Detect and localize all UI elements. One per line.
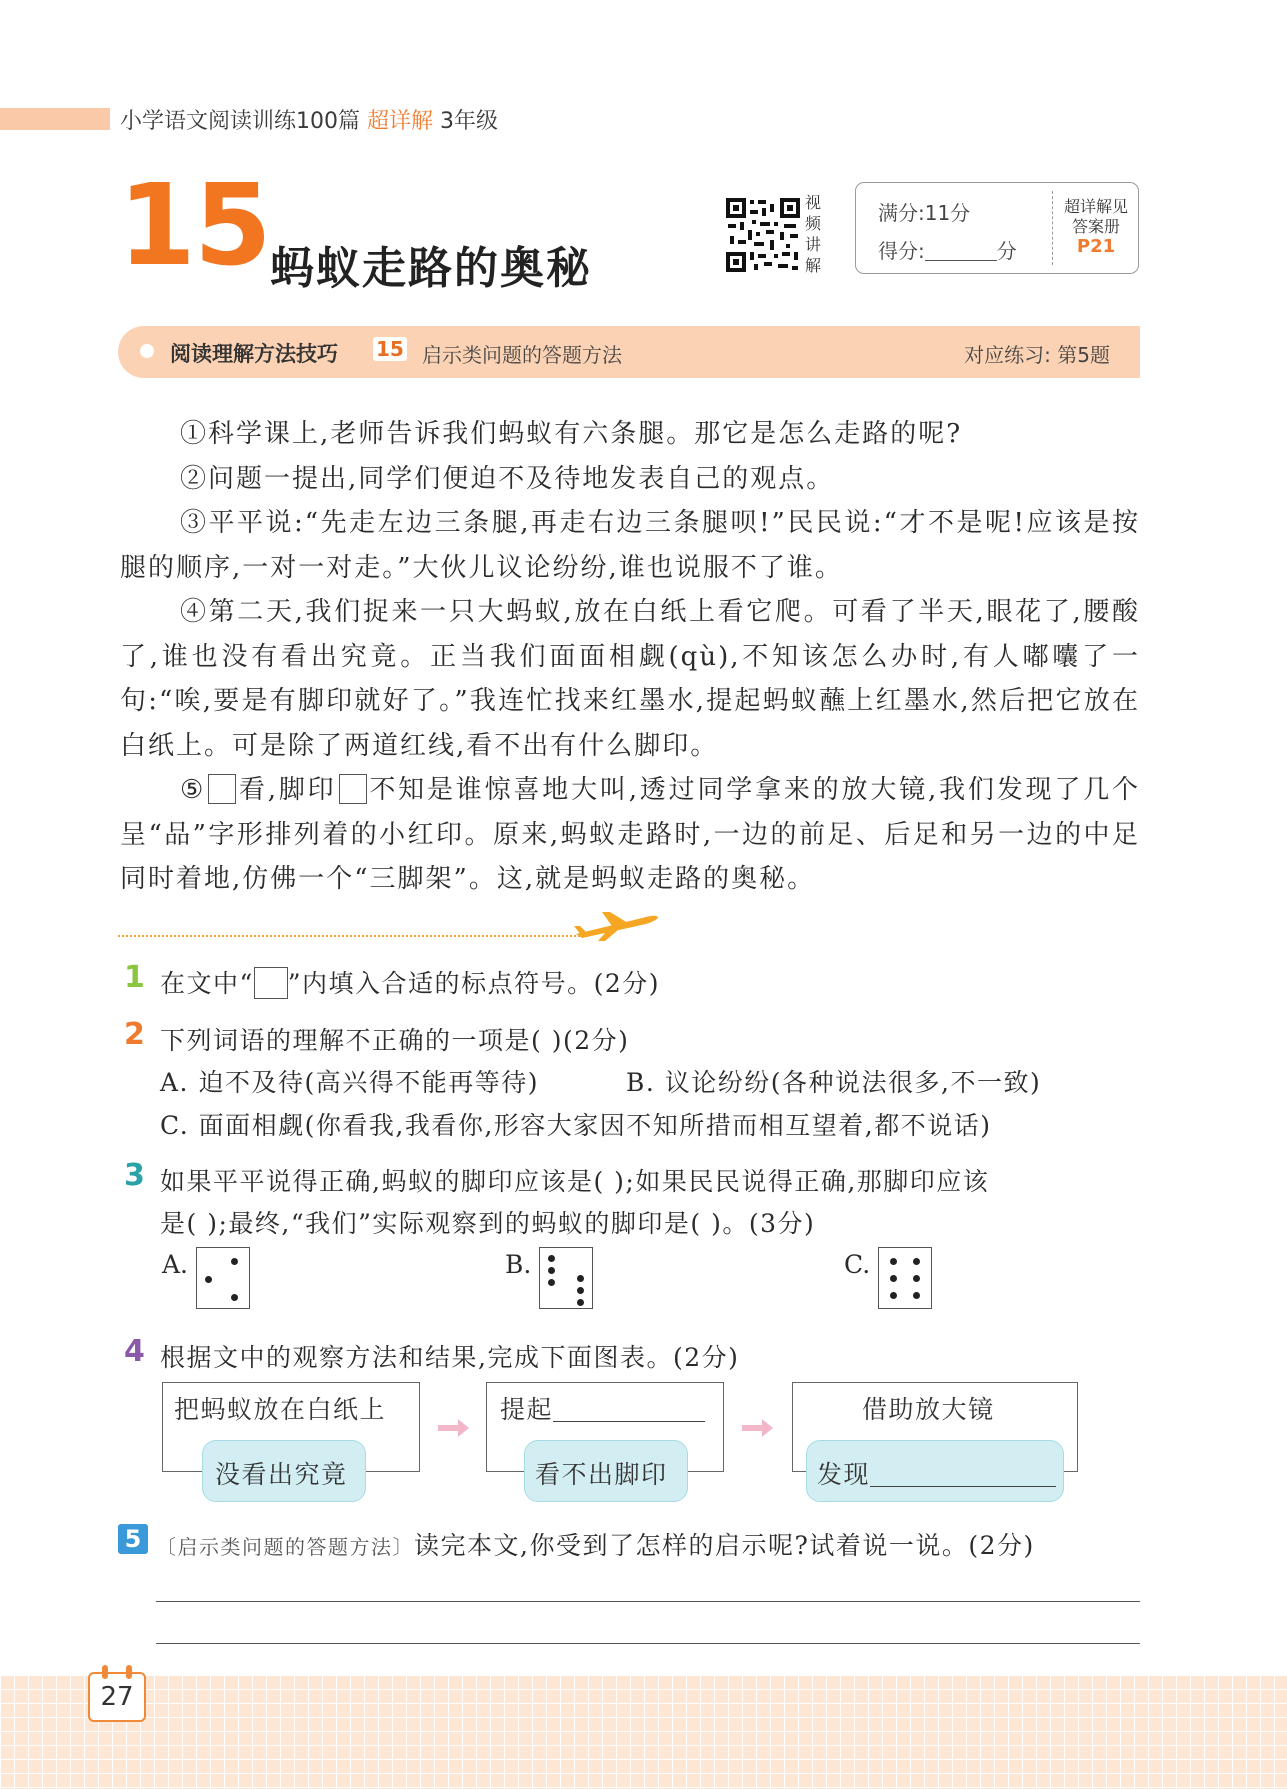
calendar-ring-icon xyxy=(126,1665,132,1679)
banner-title: 阅读理解方法技巧 xyxy=(170,342,338,366)
question-5-text xyxy=(156,1526,1035,1562)
paragraph-5 xyxy=(120,768,1140,902)
question-5-prompt: 读完本文,你受到了怎样的启示呢?试着说一说。(2分) xyxy=(414,1531,1035,1560)
question-2-option-c: C. 面面相觑(你看我,我看你,形容大家因不知所措而相互望着,都不说话) xyxy=(160,1111,992,1140)
answer-reference xyxy=(1056,197,1136,257)
answer-ref-page: P21 xyxy=(1076,236,1116,257)
footprint-dot xyxy=(913,1275,920,1282)
option-c-label: C. xyxy=(844,1250,871,1279)
banner-number: 15 xyxy=(373,337,407,361)
answer-ref-line1: 超详解见 xyxy=(1063,197,1128,216)
lesson-title: 蚂蚁走路的奥秘 xyxy=(270,243,592,294)
footprint-dot xyxy=(890,1275,897,1282)
answer-ref-line2: 答案册 xyxy=(1071,217,1120,236)
dotted-separator xyxy=(118,935,588,937)
flow-step-2-result-text: 看不出脚印 xyxy=(535,1460,668,1489)
page-number: 27 xyxy=(100,1682,134,1712)
flow-step-2-result xyxy=(524,1440,688,1502)
footprint-dot xyxy=(577,1275,584,1282)
question-2-option-b: B. 议论纷纷(各种说法很多,不一致) xyxy=(626,1068,1042,1097)
paragraph-4: ④第二天,我们捉来一只大蚂蚁,放在白纸上看它爬。可看了半天,眼花了,腰酸了,谁也没有看出究竟。正当我们面面相觑(qù),不知该怎么办时,有人嘟囔了一句:“唉,要是有脚印就好了。”我连忙找来红墨水,提起蚂蚁蘸上红墨水,然后把它放在白纸上。可是除了两道红线,看不出有什么脚印。 xyxy=(120,597,1140,761)
score-suffix: 分 xyxy=(996,239,1017,263)
flow-step-3-result-text: 发现 xyxy=(817,1460,871,1489)
footprint-pattern-a[interactable] xyxy=(196,1247,250,1309)
question-2-text[interactable]: 下列词语的理解不正确的一项是( )(2分) xyxy=(160,1026,630,1055)
score-divider xyxy=(1052,191,1053,265)
flow-step-1-result xyxy=(202,1440,366,1502)
grade-label: 3年级 xyxy=(440,109,499,134)
score-box xyxy=(855,182,1139,274)
paragraph-5-part: 看,脚印 xyxy=(238,775,337,805)
score-blank[interactable] xyxy=(925,242,997,261)
paragraph-5-num: ⑤ xyxy=(180,775,207,805)
question-3-line-2[interactable]: 是( );最终,“我们”实际观察到的蚂蚁的脚印是( )。(3分) xyxy=(160,1209,816,1238)
banner-practice-ref: 对应练习: 第5题 xyxy=(964,343,1110,367)
question-1-text-a: 在文中“ xyxy=(160,969,254,998)
full-score: 满分:11分 xyxy=(878,201,971,225)
footprint-dot xyxy=(548,1255,555,1262)
footer-grid xyxy=(0,1675,1287,1789)
airplane-icon xyxy=(572,908,662,942)
footprint-dot xyxy=(548,1279,555,1286)
series-accent: 超详解 xyxy=(367,109,434,134)
flow-step-2-label-text: 提起 xyxy=(500,1395,554,1424)
paragraph-2: ②问题一提出,同学们便迫不及待地发表自己的观点。 xyxy=(180,463,835,494)
question-1-number: 1 xyxy=(124,960,145,995)
question-1-box[interactable] xyxy=(254,967,288,999)
question-4-number: 4 xyxy=(124,1334,145,1369)
calendar-ring-icon xyxy=(102,1665,108,1679)
flow-step-3-result-label xyxy=(817,1455,1056,1491)
flow-step-1-result-text: 没看出究竟 xyxy=(215,1460,348,1489)
score-field[interactable] xyxy=(878,235,1017,264)
question-1-text-b: ”内填入合适的标点符号。(2分) xyxy=(287,969,660,998)
header-strip xyxy=(0,108,110,130)
page-number-badge xyxy=(88,1672,146,1722)
method-banner xyxy=(118,326,1140,378)
score-prefix: 得分: xyxy=(878,239,925,263)
arrow-right-icon xyxy=(742,1418,774,1438)
question-5-tag: 〔启示类问题的答题方法〕 xyxy=(156,1535,414,1559)
bullet-icon xyxy=(140,344,154,358)
question-4-text: 根据文中的观察方法和结果,完成下面图表。(2分) xyxy=(160,1343,740,1372)
footprint-pattern-c[interactable] xyxy=(878,1247,932,1309)
option-b-label: B. xyxy=(505,1250,532,1279)
flow-step-3-label: 借助放大镜 xyxy=(862,1395,995,1424)
flow-step-3-result[interactable] xyxy=(806,1440,1064,1502)
blank-box-2[interactable] xyxy=(339,774,367,804)
question-3-line-1[interactable]: 如果平平说得正确,蚂蚁的脚印应该是( );如果民民说得正确,那脚印应该 xyxy=(160,1167,990,1196)
book-title: 小学语文阅读训练100篇 xyxy=(120,109,360,134)
footprint-dot xyxy=(577,1287,584,1294)
footprint-dot xyxy=(231,1294,238,1301)
footprint-dot xyxy=(890,1258,897,1265)
flow-step-2-blank[interactable] xyxy=(553,1397,705,1422)
passage xyxy=(120,412,1140,902)
answer-line-1[interactable] xyxy=(156,1601,1140,1602)
question-2-option-a: A. 迫不及待(高兴得不能再等待) xyxy=(160,1068,539,1097)
blank-box-1[interactable] xyxy=(208,774,236,804)
lesson-number: 15 xyxy=(118,161,270,291)
footprint-dot xyxy=(577,1299,584,1306)
flow-step-3-blank[interactable] xyxy=(870,1462,1056,1487)
footprint-dot xyxy=(205,1276,212,1283)
footprint-dot xyxy=(548,1267,555,1274)
footprint-dot xyxy=(231,1258,238,1265)
footprint-pattern-b[interactable] xyxy=(539,1247,593,1309)
qr-label: 视频讲解 xyxy=(805,193,822,275)
footprint-dot xyxy=(890,1292,897,1299)
flow-step-2-label[interactable] xyxy=(500,1390,705,1426)
banner-subtitle: 启示类问题的答题方法 xyxy=(422,343,622,367)
paragraph-3: ③平平说:“先走左边三条腿,再走右边三条腿呗!”民民说:“才不是呢!应该是按腿的顺序,一对一对走。”大伙儿议论纷纷,谁也说服不了谁。 xyxy=(120,508,1140,583)
question-5-number: 5 xyxy=(118,1524,148,1554)
flow-step-1-label: 把蚂蚁放在白纸上 xyxy=(174,1395,387,1424)
arrow-right-icon xyxy=(438,1418,470,1438)
paragraph-5-rest: 不知是谁惊喜地大叫,透过同学拿来的放大镜,我们发现了几个呈“品”字形排列着的小红印。原来,蚂蚁走路时,一边的前足、后足和另一边的中足同时着地,仿佛一个“三脚架”。这,就是蚂蚁走路的奥秘。 xyxy=(120,775,1141,894)
qr-code-icon[interactable] xyxy=(724,196,802,274)
footprint-dot xyxy=(913,1292,920,1299)
paragraph-1: ①科学课上,老师告诉我们蚂蚁有六条腿。那它是怎么走路的呢? xyxy=(180,419,963,449)
question-2-number: 2 xyxy=(124,1017,145,1052)
question-3-number: 3 xyxy=(124,1158,145,1193)
book-header xyxy=(120,104,498,135)
question-1-text xyxy=(160,964,660,1000)
option-a-label: A. xyxy=(162,1250,189,1279)
footprint-dot xyxy=(913,1258,920,1265)
answer-line-2[interactable] xyxy=(156,1643,1140,1644)
